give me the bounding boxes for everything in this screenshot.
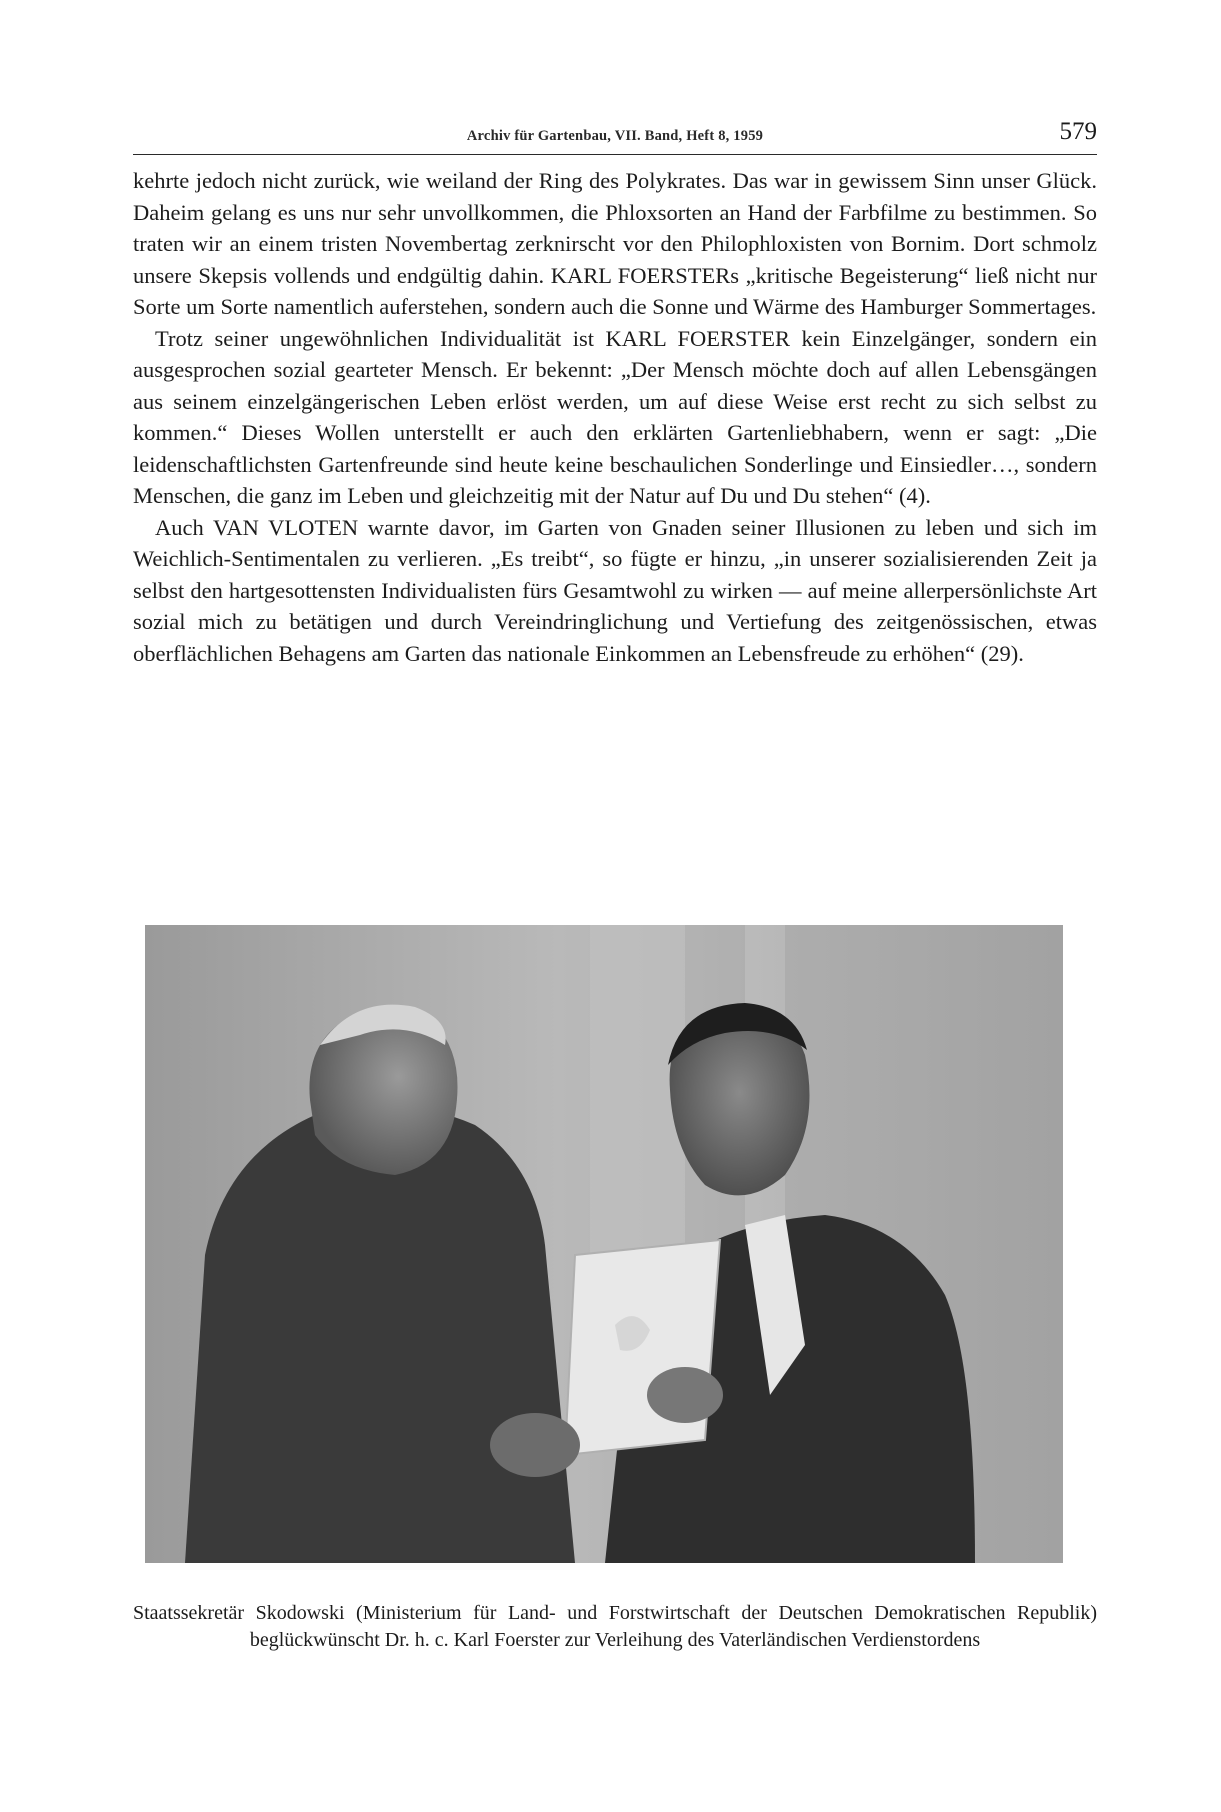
running-head bbox=[133, 118, 1097, 154]
photograph bbox=[145, 925, 1063, 1563]
paragraph-2: Trotz seiner ungewöhnlichen Individualität ist KARL FOERSTER kein Einzelgänger, sondern ein ausgesprochen sozial gearteter Mensch. Er bekennt: „Der Mensch möchte doch auf allen Lebensgängen aus seinem einzelgängerischen Leben erlöst werden, um auf diese Weise erst recht zu sich selbst zu kommen.“ Dieses Wollen unterstellt er auch den erklärten Gartenliebhabern, wenn er sagt: „Die leidenschaftlichsten Gartenfreunde sind heute keine beschaulichen Sonderlinge und Einsiedler…, sondern Menschen, die ganz im Leben und gleichzeitig mit der Natur auf Du und Du stehen“ (4). bbox=[133, 325, 1097, 508]
certificate-folder bbox=[565, 1240, 720, 1455]
paragraph-3: Auch VAN VLOTEN warnte davor, im Garten von Gnaden seiner Illusionen zu leben und sich im Weichlich-Sentimentalen zu verlieren. „Es treibt“, so fügte er hinzu, „in unserer sozialisierenden Zeit ja selbst den hartgesottensten Individualisten fürs Gesamtwohl zu wirken — auf meine allerpersönlichste Art sozial mich zu betätigen und durch Vereindringlichung und Vertiefung des zeitgenössischen, etwas oberflächlichen Behagens am Garten das nationale Einkommen an Lebensfreude zu erhöhen“ (29). bbox=[133, 514, 1097, 666]
page-number: 579 bbox=[1059, 118, 1097, 145]
figure-caption: Staatssekretär Skodowski (Ministerium für Land- und Forstwirtschaft der Deutschen Demokratischen Republik) beglückwünscht Dr. h. c. Karl Foerster zur Verleihung des Vaterländischen Verdienstordens bbox=[133, 1602, 1097, 1651]
body-text bbox=[133, 165, 1097, 669]
left-man-coat bbox=[185, 1105, 575, 1563]
right-hand bbox=[647, 1367, 723, 1423]
handshake bbox=[490, 1413, 580, 1477]
header-rule bbox=[133, 154, 1097, 155]
paragraph-1: kehrte jedoch nicht zurück, wie weiland der Ring des Polykrates. Das war in gewissem Sinn unser Glück. Daheim gelang es uns nur sehr unvollkommen, die Phloxsorten an Hand der Farbfilme zu bestimmen. So traten wir an einem tristen Novembertag zerknirscht vor den Philophloxisten von Bornim. Dort schmolz unsere Skepsis vollends und endgültig dahin. KARL FOERSTERs „kritische Begeisterung“ ließ nicht nur Sorte um Sorte namentlich auferstehen, sondern auch die Sonne und Wärme des Hamburger Sommertages. bbox=[133, 168, 1097, 319]
photograph-illustration bbox=[145, 925, 1063, 1563]
journal-reference: Archiv für Gartenbau, VII. Band, Heft 8, 1959 bbox=[466, 128, 764, 144]
